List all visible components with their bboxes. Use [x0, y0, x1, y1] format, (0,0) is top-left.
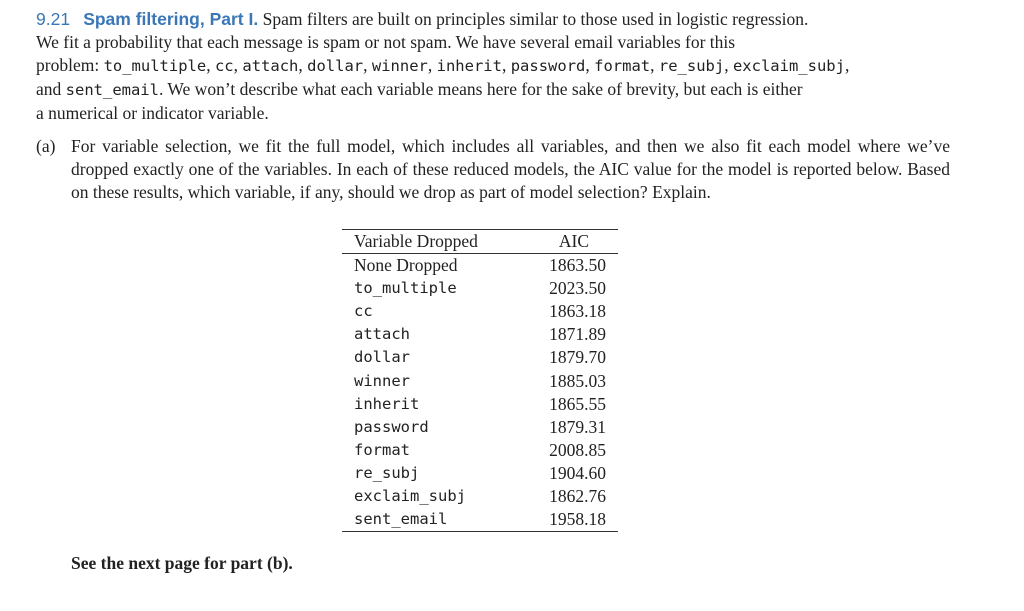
aic-table-body — [342, 254, 618, 532]
aic-value-cell: 1904.60 — [549, 462, 606, 483]
aic-value-cell: 2023.50 — [549, 278, 606, 299]
table-row — [342, 508, 618, 532]
variable-dollar: dollar — [307, 57, 364, 75]
part-a-text: For variable selection, we fit the full model, which includes all variables, and then we also fit each model where we’ve dropped exactly one of the variables. In each of these reduced models, the AIC value for the model is reported below. Based on these results, which variable, if any, should we drop as part of model selection? Explain. — [71, 136, 950, 202]
aic-value-cell: 1865.55 — [549, 393, 606, 414]
variable-sent-email: sent_email — [65, 81, 159, 99]
variable-dropped-cell: inherit — [354, 394, 420, 413]
table-row — [342, 300, 618, 323]
variable-inherit: inherit — [436, 57, 502, 75]
aic-value-cell: 1879.70 — [549, 347, 606, 368]
intro-line-1 — [36, 8, 950, 31]
aic-value-cell: 1871.89 — [549, 324, 606, 345]
aic-value-cell: 1863.18 — [549, 301, 606, 322]
table-row — [342, 370, 618, 393]
variable-dropped-cell: sent_email — [342, 508, 530, 532]
intro-text-4: . We won’t describe what each variable means here for the sake of brevity, but each is either — [158, 79, 803, 99]
table-row — [342, 485, 618, 508]
intro-line-5: a numerical or indicator variable. — [36, 103, 269, 123]
variable-dropped-cell: exclaim_subj — [354, 487, 466, 506]
variable-password: password — [510, 57, 586, 75]
intro-line-3 — [36, 54, 950, 78]
table-row — [342, 393, 618, 416]
variable-separator: , — [206, 55, 215, 75]
table-row — [342, 439, 618, 462]
aic-value-cell: 1958.18 — [530, 508, 618, 532]
table-row — [342, 323, 618, 346]
aic-table-header-row — [342, 230, 618, 254]
variable-separator: , — [501, 55, 511, 75]
intro-line-2: We fit a probability that each message is spam or not spam. We have several email variables for this — [36, 32, 736, 52]
variable-separator: , — [650, 55, 659, 75]
part-a — [36, 135, 950, 204]
intro-and-word: and — [36, 79, 62, 99]
variable-separator: , — [844, 55, 850, 75]
aic-table — [342, 229, 618, 532]
problem-page — [36, 8, 950, 204]
variable-exclaim-subj: exclaim_subj — [732, 57, 845, 75]
variable-separator: , — [585, 55, 595, 75]
table-row — [342, 416, 618, 439]
variable-dropped-cell: None Dropped — [354, 255, 458, 276]
aic-value-cell: 1863.50 — [549, 255, 606, 276]
variable-separator: , — [298, 55, 308, 75]
table-row — [342, 462, 618, 485]
variable-separator: , — [363, 55, 372, 75]
header-variable-dropped: Variable Dropped — [342, 230, 530, 254]
table-row — [342, 277, 618, 300]
problem-intro — [36, 8, 950, 125]
variable-re-subj: re_subj — [658, 57, 725, 75]
table-row — [342, 254, 618, 278]
header-aic: AIC — [530, 230, 618, 254]
problem-title: Spam filtering, Part I. — [83, 9, 259, 29]
variable-to-multiple: to_multiple — [103, 57, 207, 75]
aic-value-cell: 2008.85 — [549, 439, 606, 460]
part-a-label: (a) — [36, 136, 56, 156]
aic-value-cell: 1879.31 — [549, 416, 606, 437]
variable-separator: , — [427, 55, 437, 75]
variable-dropped-cell: winner — [354, 371, 410, 390]
aic-value-cell: 1862.76 — [549, 486, 606, 507]
variable-attach: attach — [242, 57, 299, 75]
intro-text-1: Spam filters are built on principles similar to those used in logistic regression. — [262, 9, 809, 29]
intro-line-4 — [36, 78, 950, 102]
variable-dropped-cell: to_multiple — [354, 279, 457, 298]
table-row — [342, 346, 618, 369]
variable-separator: , — [724, 55, 733, 75]
variable-dropped-cell: dollar — [354, 348, 410, 367]
next-page-note: See the next page for part (b). — [71, 553, 293, 573]
variable-dropped-cell: password — [354, 417, 429, 436]
variable-dropped-cell: format — [354, 440, 410, 459]
aic-value-cell: 1885.03 — [549, 370, 606, 391]
variable-cc: cc — [214, 57, 234, 75]
variable-winner: winner — [371, 57, 428, 75]
variable-dropped-cell: re_subj — [354, 463, 420, 482]
intro-problem-word: problem: — [36, 55, 100, 75]
variable-separator: , — [233, 55, 243, 75]
variable-list — [104, 55, 850, 75]
variable-dropped-cell: cc — [354, 302, 373, 321]
variable-format: format — [594, 57, 651, 75]
problem-number: 9.21 — [36, 9, 71, 29]
variable-dropped-cell: attach — [354, 325, 410, 344]
